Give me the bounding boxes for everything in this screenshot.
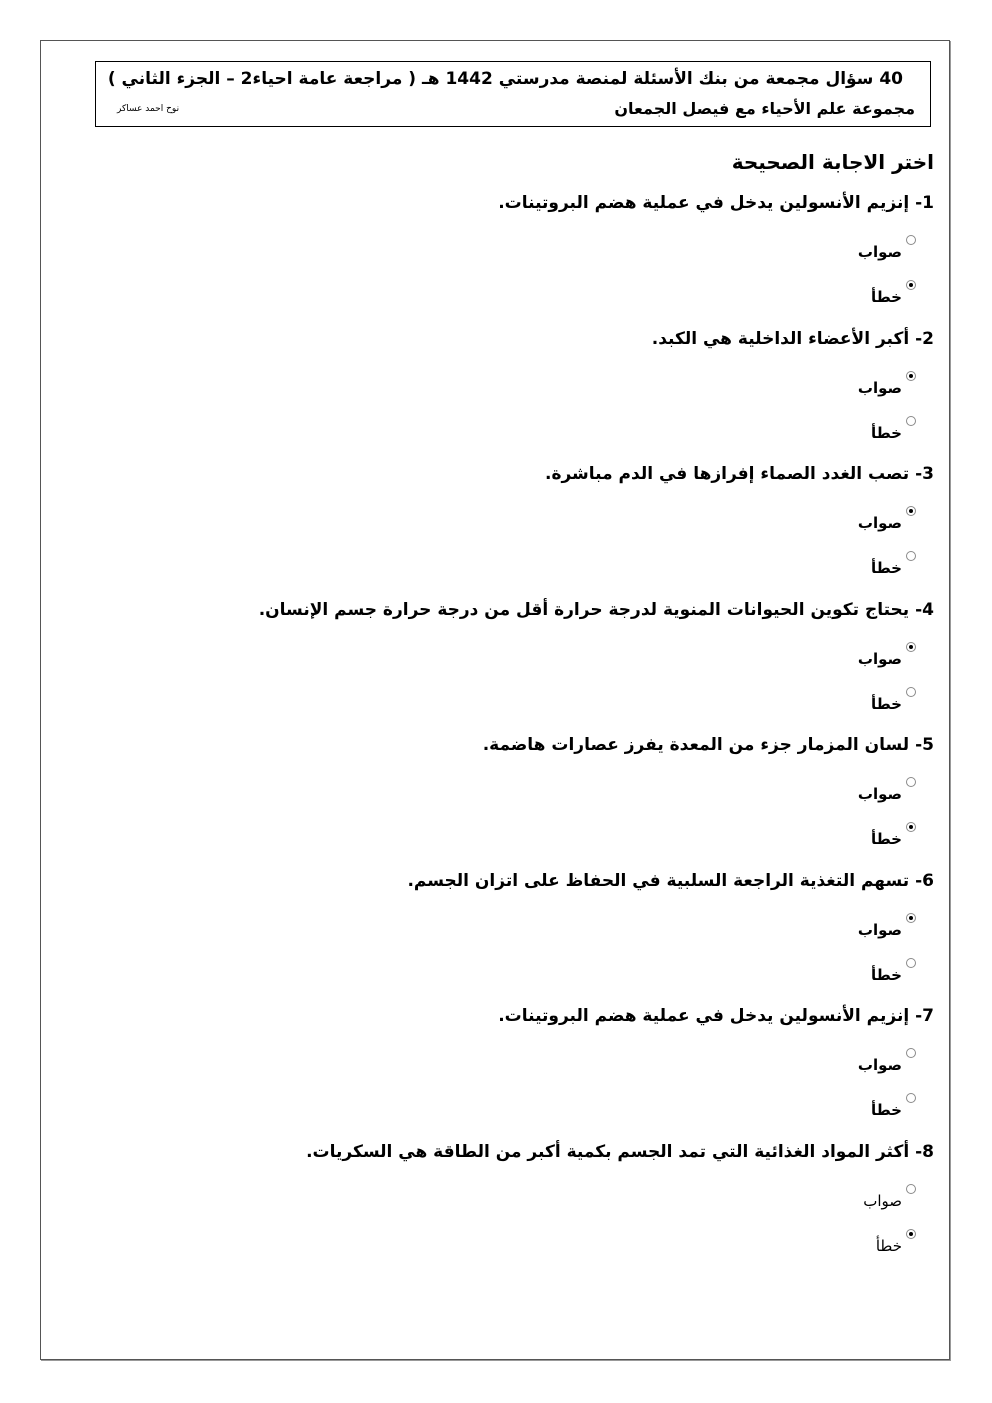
question-3: 3- تصب الغدد الصماء إفرازها في الدم مباشرة. xyxy=(544,464,934,484)
option-label: صواب xyxy=(857,514,902,532)
option-label: خطأ xyxy=(870,424,902,442)
header-subtitle: مجموعة علم الأحياء مع فيصل الجمعان xyxy=(614,99,915,118)
radio-button[interactable] xyxy=(906,687,916,697)
question-7-option-true[interactable] xyxy=(858,1048,916,1074)
option-label: خطأ xyxy=(870,288,902,306)
radio-button[interactable] xyxy=(906,822,916,832)
option-label: خطأ xyxy=(870,1101,902,1119)
radio-button[interactable] xyxy=(906,958,916,968)
option-label: خطأ xyxy=(870,695,902,713)
option-label: صواب xyxy=(857,921,902,939)
question-2-option-false[interactable] xyxy=(871,416,916,442)
question-5: 5- لسان المزمار جزء من المعدة يفرز عصارات هاضمة. xyxy=(482,735,934,755)
radio-button[interactable] xyxy=(906,777,916,787)
radio-button[interactable] xyxy=(906,235,916,245)
option-label: خطأ xyxy=(870,559,902,577)
question-4: 4- يحتاج تكوين الحيوانات المنوية لدرجة حرارة أقل من درجة حرارة جسم الإنسان. xyxy=(258,600,934,620)
question-8-option-true[interactable] xyxy=(863,1184,916,1210)
question-6-option-false[interactable] xyxy=(871,958,916,984)
option-label: صواب xyxy=(857,379,902,397)
option-label: صواب xyxy=(863,1192,902,1210)
radio-button[interactable] xyxy=(906,551,916,561)
option-label: صواب xyxy=(857,243,902,261)
option-label: صواب xyxy=(857,650,902,668)
option-label: صواب xyxy=(857,1056,902,1074)
radio-button[interactable] xyxy=(906,371,916,381)
option-label: خطأ xyxy=(870,966,902,984)
radio-button[interactable] xyxy=(906,1184,916,1194)
question-7: 7- إنزيم الأنسولين يدخل في عملية هضم البروتينات. xyxy=(498,1006,934,1026)
option-label: خطأ xyxy=(875,1237,902,1255)
author-name: نوح احمد عساكر xyxy=(117,104,180,114)
question-2: 2- أكبر الأعضاء الداخلية هي الكبد. xyxy=(651,329,934,349)
question-1-option-true[interactable] xyxy=(858,235,916,261)
question-2-option-true[interactable] xyxy=(858,371,916,397)
question-5-option-true[interactable] xyxy=(858,777,916,803)
question-5-option-false[interactable] xyxy=(871,822,916,848)
question-7-option-false[interactable] xyxy=(871,1093,916,1119)
radio-button[interactable] xyxy=(906,1048,916,1058)
radio-button[interactable] xyxy=(906,1093,916,1103)
question-8-option-false[interactable] xyxy=(876,1229,916,1255)
question-6-option-true[interactable] xyxy=(858,913,916,939)
radio-button[interactable] xyxy=(906,416,916,426)
radio-button[interactable] xyxy=(906,1229,916,1239)
radio-button[interactable] xyxy=(906,913,916,923)
option-label: صواب xyxy=(857,785,902,803)
question-8: 8- أكثر المواد الغذائية التي تمد الجسم بكمية أكبر من الطاقة هي السكريات. xyxy=(306,1142,934,1162)
radio-button[interactable] xyxy=(906,280,916,290)
radio-button[interactable] xyxy=(906,642,916,652)
question-3-option-false[interactable] xyxy=(871,551,916,577)
page-border xyxy=(40,40,950,1360)
question-1-option-false[interactable] xyxy=(871,280,916,306)
question-4-option-false[interactable] xyxy=(871,687,916,713)
question-3-option-true[interactable] xyxy=(858,506,916,532)
question-6: 6- تسهم التغذية الراجعة السلبية في الحفاظ على اتزان الجسم. xyxy=(407,871,934,891)
radio-button[interactable] xyxy=(906,506,916,516)
instruction-heading: اختر الاجابة الصحيحة xyxy=(731,150,934,174)
header-title: 40 سؤال مجمعة من بنك الأسئلة لمنصة مدرستي 1442 هـ ( مراجعة عامة احياء2 – الجزء الثاني ) xyxy=(107,69,903,89)
question-1: 1- إنزيم الأنسولين يدخل في عملية هضم البروتينات. xyxy=(498,193,934,213)
option-label: خطأ xyxy=(870,830,902,848)
header-box xyxy=(95,61,931,127)
question-4-option-true[interactable] xyxy=(858,642,916,668)
